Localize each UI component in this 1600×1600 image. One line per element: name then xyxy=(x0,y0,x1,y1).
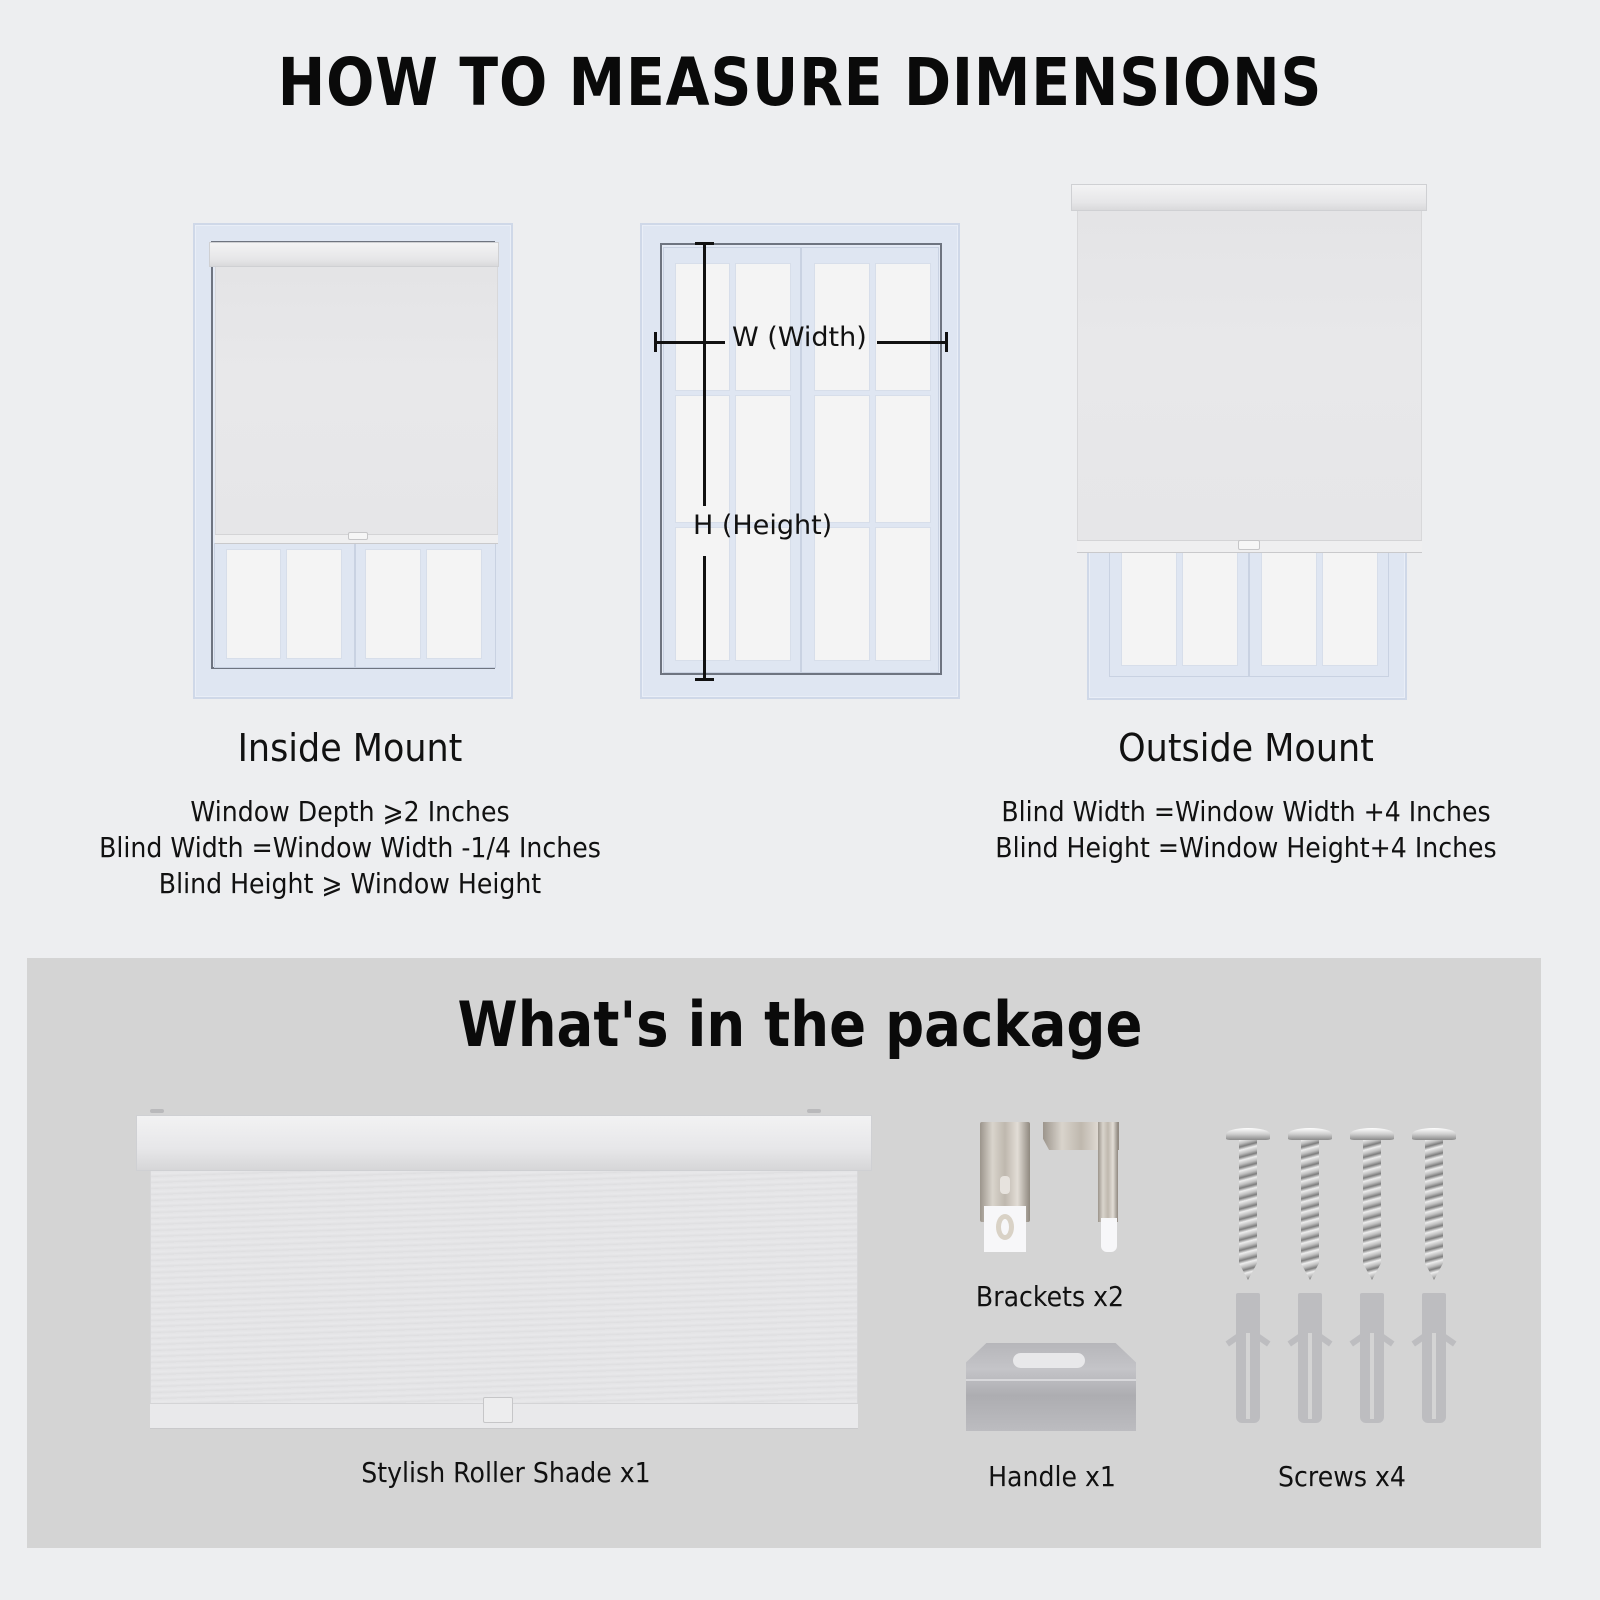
inside-mount-rules xyxy=(62,794,638,902)
outside-mount-rule: Blind Width =Window Width +4 Inches xyxy=(1001,795,1491,828)
screw-icon xyxy=(1222,1128,1462,1428)
height-dimension-line-lower xyxy=(703,556,706,680)
shade-cassette xyxy=(209,242,499,267)
package-title: What's in the package xyxy=(457,988,1143,1061)
outside-mount-window-illustration xyxy=(1087,540,1407,700)
height-label: H (Height) xyxy=(693,510,833,541)
inside-mount-title: Inside Mount xyxy=(237,726,463,770)
width-dimension-line xyxy=(655,341,725,344)
height-dimension-line xyxy=(703,243,706,506)
wall-anchor-icon xyxy=(1226,1293,1270,1423)
outside-mount-title: Outside Mount xyxy=(1118,726,1374,770)
measure-window-illustration xyxy=(640,223,960,699)
handle-icon xyxy=(966,1343,1136,1431)
roller-shade-icon xyxy=(136,1115,876,1437)
inside-mount-window-illustration xyxy=(193,223,513,699)
package-item-label: Handle x1 xyxy=(988,1460,1116,1493)
outside-mount-rules xyxy=(958,794,1534,866)
roller-shade-fabric xyxy=(215,267,498,542)
wall-anchor-icon xyxy=(1350,1293,1394,1423)
wall-anchor-icon xyxy=(1288,1293,1332,1423)
inside-mount-rule: Blind Width =Window Width -1/4 Inches xyxy=(99,831,601,864)
page-title: HOW TO MEASURE DIMENSIONS xyxy=(277,44,1323,121)
wall-anchor-icon xyxy=(1412,1293,1456,1423)
package-item-label: Brackets x2 xyxy=(975,1280,1125,1313)
inside-mount-rule: Window Depth ⩾2 Inches xyxy=(190,795,510,828)
package-item-label: Stylish Roller Shade x1 xyxy=(361,1456,651,1489)
width-dimension-line-right xyxy=(877,341,947,344)
inside-mount-rule: Blind Height ⩾ Window Height xyxy=(158,867,542,900)
bracket-icon xyxy=(980,1122,1120,1262)
package-item-label: Screws x4 xyxy=(1278,1460,1406,1493)
outside-mount-rule: Blind Height =Window Height+4 Inches xyxy=(995,831,1497,864)
outside-roller-shade-fabric xyxy=(1077,210,1422,552)
width-label: W (Width) xyxy=(732,322,867,353)
pull-tab xyxy=(348,532,368,540)
outside-shade-cassette xyxy=(1071,184,1427,211)
